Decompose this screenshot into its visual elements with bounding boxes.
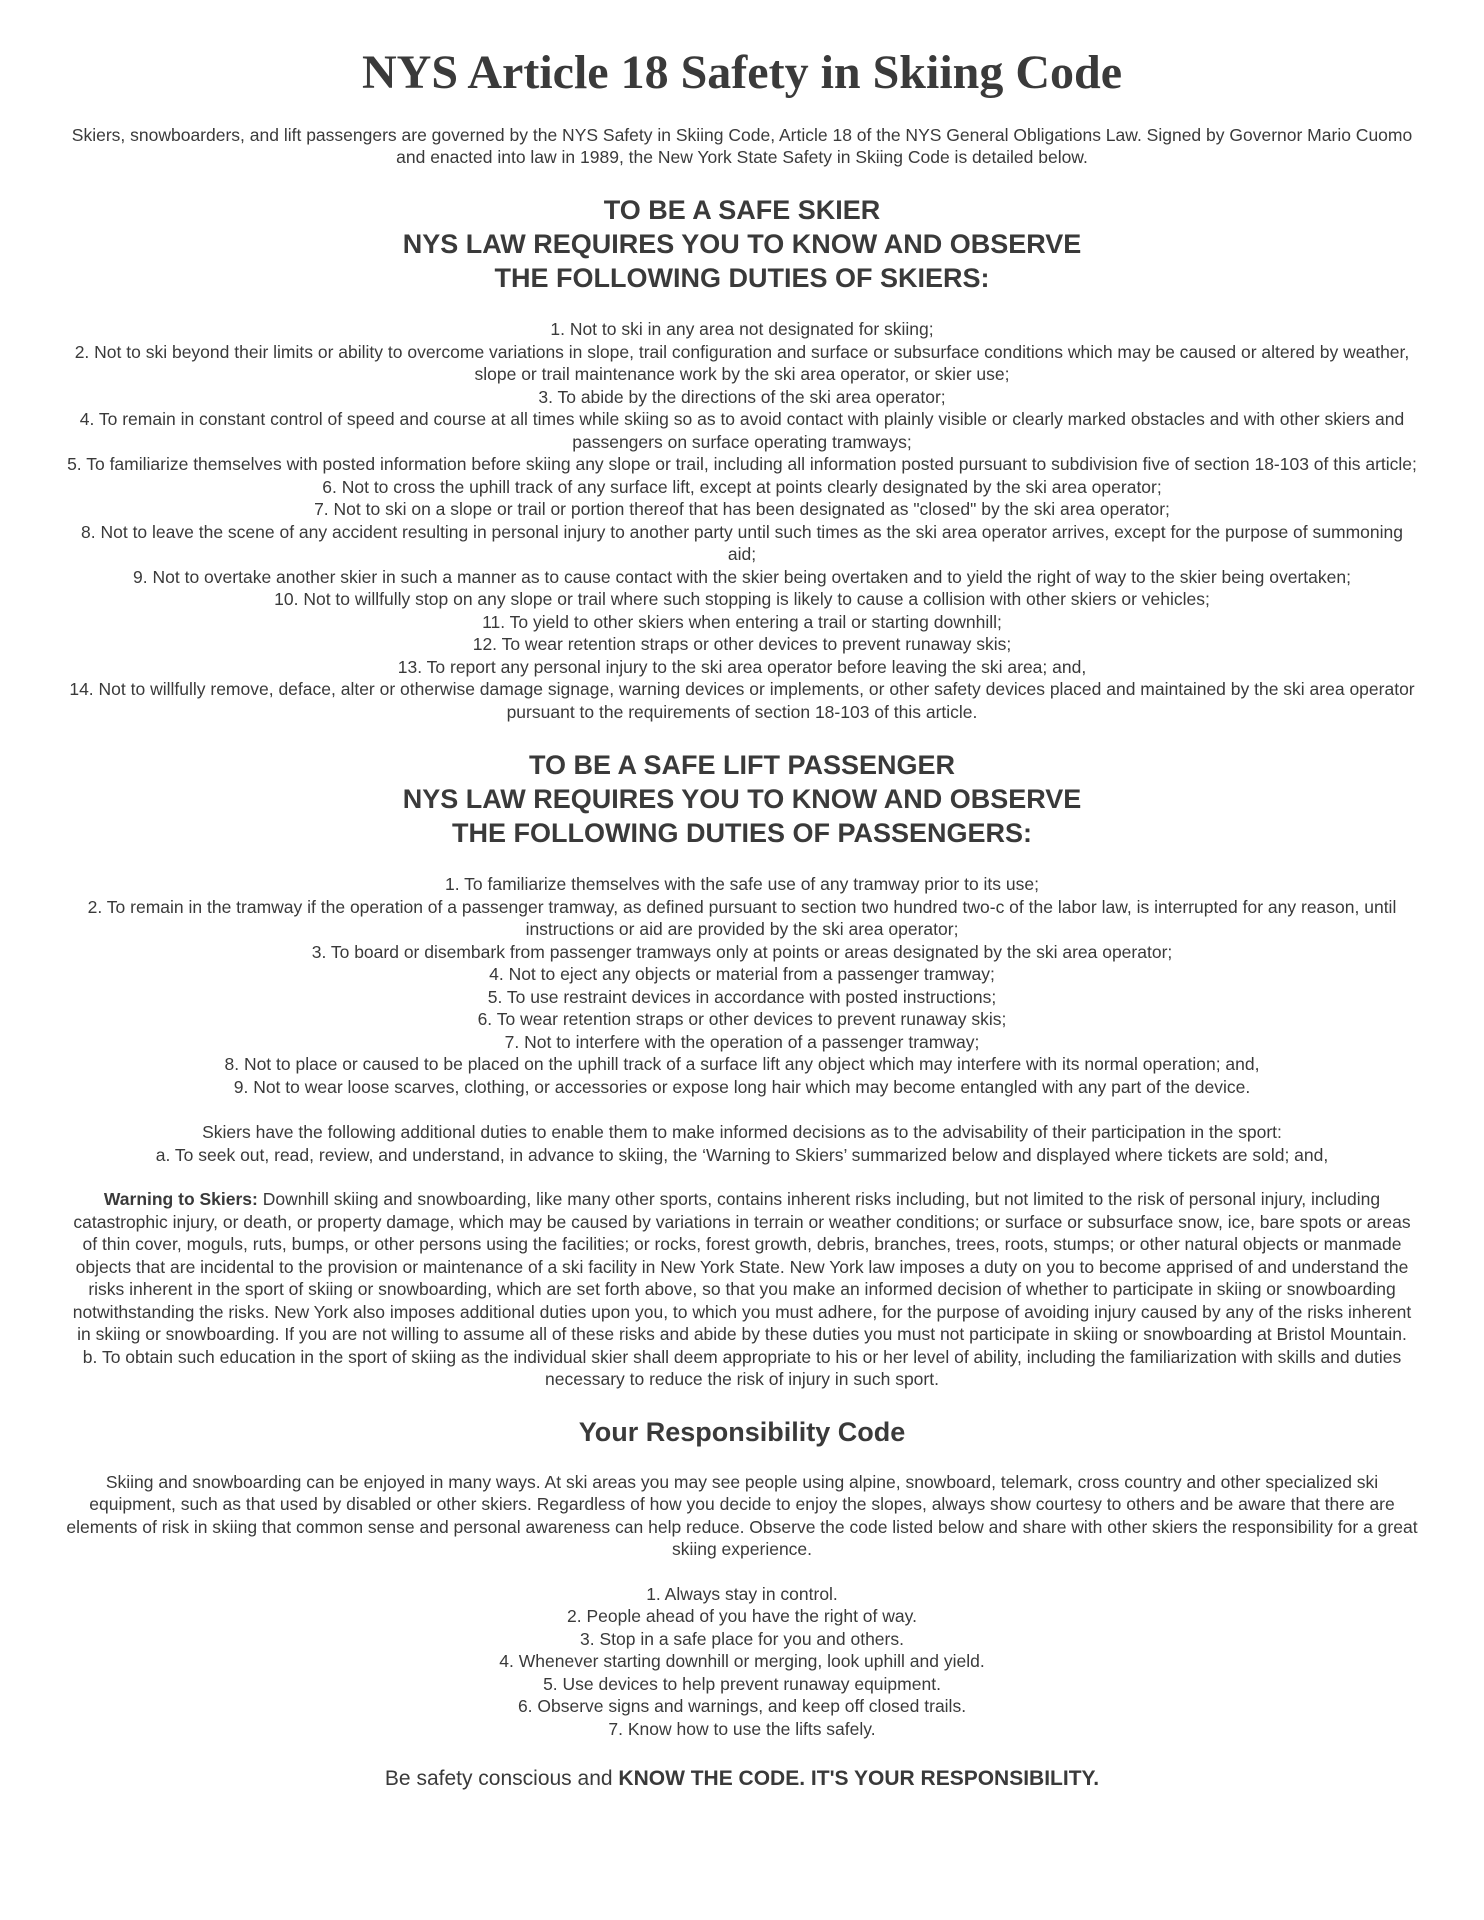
additional-duty-b: b. To obtain such education in the sport of skiing as the individual skier shall deem appropriate to his or her level of ability, including the familiarization with skills and duties necessary to reduce the risk of injury in such sport.: [82, 1346, 1402, 1389]
lift-duty-item: 7. Not to interfere with the operation of a passenger tramway;: [504, 1031, 980, 1052]
skier-heading-line-1: TO BE A SAFE SKIER: [603, 195, 881, 225]
responsibility-item: 6. Observe signs and warnings, and keep off closed trails.: [517, 1696, 967, 1716]
lift-duties-list: [66, 873, 1418, 1098]
responsibility-code-title: Your Responsibility Code: [578, 1416, 906, 1447]
lift-duty-item: 2. To remain in the tramway if the operation of a passenger tramway, as defined pursuant to section two hundred two-c of the labor law, is interrupted for any reason, until instructions or aid are provided by the ski area operator;: [87, 896, 1397, 939]
intro-paragraph: Skiers, snowboarders, and lift passengers are governed by the NYS Safety in Skiing Code, Article 18 of the NYS General Obligations Law. Signed by Governor Mario Cuomo and enacted into law in 1989, the New York State Safety in Skiing Code is detailed below.: [71, 125, 1413, 167]
skier-duty-item: 2. Not to ski beyond their limits or ability to overcome variations in slope, trail configuration and surface or subsurface conditions which may be caused or altered by weather, slope or trail maintenance work by the ski area operator, or skier use;: [74, 341, 1410, 384]
warning-to-skiers: [66, 1188, 1418, 1391]
skier-duty-item: 12. To wear retention straps or other devices to prevent runaway skis;: [472, 634, 1012, 654]
skier-duty-item: 4. To remain in constant control of speed and course at all times while skiing so as to avoid contact with plainly visible or clearly marked obstacles and with other skiers and passengers on surface operating tramways;: [79, 409, 1405, 452]
responsibility-code-list: [66, 1583, 1418, 1741]
page-title: NYS Article 18 Safety in Skiing Code: [361, 46, 1123, 99]
lift-duty-item: 5. To use restraint devices in accordance with posted instructions;: [487, 986, 997, 1007]
skier-duty-item: 5. To familiarize themselves with posted information before skiing any slope or trail, including all information posted pursuant to subdivision five of section 18-103 of this article;: [67, 454, 1417, 474]
lift-heading-line-2: NYS LAW REQUIRES YOU TO KNOW AND OBSERVE: [402, 784, 1082, 814]
responsibility-item: 7. Know how to use the lifts safely.: [608, 1718, 876, 1739]
skier-duty-item: 8. Not to leave the scene of any accident resulting in personal injury to another party until such times as the ski area operator arrives, except for the purpose of summoning aid;: [81, 521, 1403, 564]
lift-heading-line-1: TO BE A SAFE LIFT PASSENGER: [528, 750, 956, 780]
skier-duties-heading: [66, 193, 1418, 295]
additional-duties-intro: Skiers have the following additional duties to enable them to make informed decisions as to the advisability of their participation in the sport:: [202, 1122, 1282, 1142]
skier-duty-item: 1. Not to ski in any area not designated for skiing;: [550, 319, 934, 339]
lift-duty-item: 6. To wear retention straps or other devices to prevent runaway skis;: [477, 1009, 1007, 1029]
closing-statement: [66, 1765, 1418, 1793]
responsibility-item: 1. Always stay in control.: [646, 1583, 838, 1604]
skier-duty-item: 9. Not to overtake another skier in such a manner as to cause contact with the skier being overtaken and to yield the right of way to the skier being overtaken;: [133, 566, 1351, 587]
responsibility-item: 2. People ahead of you have the right of way.: [567, 1606, 917, 1626]
responsibility-item: 5. Use devices to help prevent runaway equipment.: [543, 1673, 941, 1694]
skier-heading-line-2: NYS LAW REQUIRES YOU TO KNOW AND OBSERVE: [402, 229, 1082, 259]
responsibility-intro: Skiing and snowboarding can be enjoyed in many ways. At ski areas you may see people using alpine, snowboard, telemark, cross country and other specialized ski equipment, such as that used by disabled or other skiers. Regardless of how you decide to enjoy the slopes, always show courtesy to others and be aware that there are elements of risk in skiing that common sense and personal awareness can help reduce. Observe the code listed below and share with other skiers the responsibility for a great skiing experience.: [66, 1471, 1418, 1559]
lift-duties-heading: [66, 748, 1418, 850]
lift-duty-item: 8. Not to place or caused to be placed on the uphill track of a surface lift any object which may interfere with its normal operation; and,: [224, 1054, 1260, 1074]
skier-duty-item: 13. To report any personal injury to the ski area operator before leaving the ski area; and,: [397, 656, 1087, 677]
closing-prefix: Be safety conscious and: [384, 1767, 619, 1790]
additional-duties: [66, 1121, 1418, 1166]
skier-duty-item: 14. Not to willfully remove, deface, alter or otherwise damage signage, warning devices or implements, or other safety devices placed and maintained by the ski area operator pursuant to the requirements of section 18-103 of this article.: [69, 679, 1415, 722]
responsibility-item: 4. Whenever starting downhill or merging, look uphill and yield.: [499, 1651, 985, 1671]
additional-duty-a: a. To seek out, read, review, and understand, in advance to skiing, the ‘Warning to Skiers’ summarized below and displayed where tickets are sold; and,: [155, 1144, 1329, 1165]
lift-duty-item: 9. Not to wear loose scarves, clothing, or accessories or expose long hair which may become entangled with any part of the device.: [233, 1076, 1251, 1097]
responsibility-item: 3. Stop in a safe place for you and others.: [580, 1628, 904, 1649]
warning-paragraph: [66, 1188, 1418, 1346]
skier-duty-item: 7. Not to ski on a slope or trail or portion thereof that has been designated as "closed" by the ski area operator;: [314, 499, 1170, 519]
lift-duty-item: 4. Not to eject any objects or material from a passenger tramway;: [489, 964, 995, 984]
skier-duties-list: [66, 318, 1418, 723]
warning-text: Downhill skiing and snowboarding, like many other sports, contains inherent risks including, but not limited to the risk of personal injury, including catastrophic injury, or death, or property damage, which may be caused by variations in terrain or weather conditions; or surface or subsurface snow, ice, bare spots or areas of thin cover, moguls, ruts, bumps, or other persons using the facilities; or rocks, forest growth, debris, branches, trees, roots, stumps; or other natural objects or manmade objects that are incidental to the provision or maintenance of a ski facility in New York State. New York law imposes a duty on you to become apprised of and understand the risks inherent in the sport of skiing or snowboarding, which are set forth above, so that you make an informed decision of whether to participate in skiing or snowboarding notwithstanding the risks. New York also imposes additional duties upon you, to which you must adhere, for the purpose of avoiding injury caused by any of the risks inherent in skiing or snowboarding. If you are not willing to assume all of these risks and abide by these duties you must not participate in skiing or snowboarding at Bristol Mountain.: [72, 1189, 1412, 1344]
closing-emphasis: KNOW THE CODE. IT'S YOUR RESPONSIBILITY.: [618, 1767, 1100, 1790]
warning-label: Warning to Skiers:: [103, 1189, 258, 1209]
lift-duty-item: 3. To board or disembark from passenger tramways only at points or areas designated by the ski area operator;: [311, 941, 1173, 962]
lift-duty-item: 1. To familiarize themselves with the safe use of any tramway prior to its use;: [445, 874, 1039, 894]
skier-duty-item: 10. Not to willfully stop on any slope or trail where such stopping is likely to cause a collision with other skiers or vehicles;: [274, 589, 1210, 609]
skier-duty-item: 11. To yield to other skiers when entering a trail or starting downhill;: [482, 611, 1002, 632]
skier-duty-item: 6. Not to cross the uphill track of any surface lift, except at points clearly designated by the ski area operator;: [322, 476, 1162, 497]
skier-heading-line-3: THE FOLLOWING DUTIES OF SKIERS:: [494, 263, 990, 293]
skier-duty-item: 3. To abide by the directions of the ski area operator;: [538, 386, 946, 407]
lift-heading-line-3: THE FOLLOWING DUTIES OF PASSENGERS:: [451, 818, 1032, 848]
